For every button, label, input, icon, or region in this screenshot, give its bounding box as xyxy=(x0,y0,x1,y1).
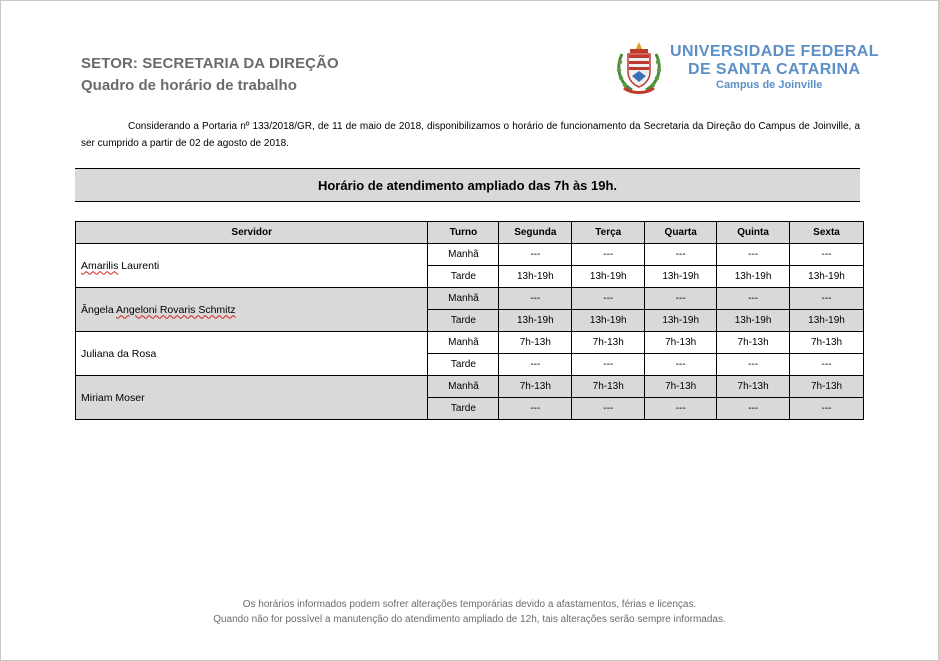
schedule-cell: 13h-19h xyxy=(717,310,790,332)
schedule-table xyxy=(75,221,864,420)
schedule-cell: 7h-13h xyxy=(645,376,717,398)
schedule-cell: --- xyxy=(790,288,864,310)
schedule-cell: --- xyxy=(717,398,790,420)
shift-cell: Manhã xyxy=(428,376,499,398)
shift-cell: Tarde xyxy=(428,266,499,288)
header-segunda: Segunda xyxy=(499,222,572,244)
ufsc-crest-icon xyxy=(614,40,664,96)
schedule-cell: --- xyxy=(645,288,717,310)
page-subtitle: Quadro de horário de trabalho xyxy=(81,77,297,94)
header-sexta: Sexta xyxy=(790,222,864,244)
staff-name-cell xyxy=(76,332,428,376)
footer-note-line1: Os horários informados podem sofrer alterações temporárias devido a afastamentos, férias e licenças. xyxy=(242,599,697,610)
schedule-cell: --- xyxy=(645,244,717,266)
table-row xyxy=(76,244,864,266)
university-name-line1: UNIVERSIDADE FEDERAL xyxy=(670,43,879,60)
staff-name-cell xyxy=(76,376,428,420)
schedule-cell: 7h-13h xyxy=(499,376,572,398)
schedule-cell: --- xyxy=(572,288,645,310)
schedule-cell: 7h-13h xyxy=(790,376,864,398)
schedule-cell: 7h-13h xyxy=(499,332,572,354)
schedule-cell: 7h-13h xyxy=(572,376,645,398)
schedule-cell: --- xyxy=(717,244,790,266)
staff-name-first: Amarilis xyxy=(81,259,119,272)
shift-cell: Tarde xyxy=(428,310,499,332)
schedule-cell: 13h-19h xyxy=(499,266,572,288)
table-header-row xyxy=(76,222,864,244)
campus-name: Campus de Joinville xyxy=(716,79,823,91)
staff-name-rest: Angeloni Rovaris Schmitz xyxy=(116,303,236,316)
schedule-cell: 13h-19h xyxy=(499,310,572,332)
schedule-cell: --- xyxy=(572,354,645,376)
table-row xyxy=(76,376,864,398)
university-name-line2: DE SANTA CATARINA xyxy=(688,61,861,78)
schedule-cell: --- xyxy=(499,288,572,310)
shift-cell: Manhã xyxy=(428,244,499,266)
header-quarta: Quarta xyxy=(645,222,717,244)
shift-cell: Tarde xyxy=(428,354,499,376)
staff-name-rest: Laurenti xyxy=(121,259,160,272)
header-quinta: Quinta xyxy=(717,222,790,244)
staff-name-first: Juliana da Rosa xyxy=(81,347,157,360)
schedule-cell: --- xyxy=(645,354,717,376)
banner-text: Horário de atendimento ampliado das 7h às 19h. xyxy=(317,177,618,193)
schedule-cell: --- xyxy=(645,398,717,420)
staff-name-cell xyxy=(76,288,428,332)
schedule-cell: 13h-19h xyxy=(717,266,790,288)
schedule-cell: --- xyxy=(572,244,645,266)
intro-paragraph: Considerando a Portaria nº 133/2018/GR, de 11 de maio de 2018, disponibilizamos o horário de funcionamento da Secretaria da Direção do Campus de Joinville, a ser cumprido a partir de 02 de agosto de 2018. xyxy=(81,121,860,149)
staff-name-first: Ângela xyxy=(81,303,114,316)
footer-note-line2: Quando não for possível a manutenção do atendimento ampliado de 12h, tais alterações serão sempre informadas. xyxy=(213,614,726,625)
shift-cell: Manhã xyxy=(428,332,499,354)
staff-name-cell xyxy=(76,244,428,288)
schedule-cell: 13h-19h xyxy=(572,266,645,288)
schedule-cell: --- xyxy=(717,288,790,310)
schedule-cell: 7h-13h xyxy=(645,332,717,354)
schedule-cell: --- xyxy=(572,398,645,420)
table-row xyxy=(76,332,864,354)
schedule-cell: --- xyxy=(790,398,864,420)
schedule-cell: --- xyxy=(790,354,864,376)
header-terca: Terça xyxy=(572,222,645,244)
schedule-cell: 7h-13h xyxy=(790,332,864,354)
table-row xyxy=(76,288,864,310)
hours-banner xyxy=(75,168,860,202)
university-logo xyxy=(614,40,889,96)
schedule-cell: 7h-13h xyxy=(717,376,790,398)
staff-name-first: Miriam Moser xyxy=(81,391,145,404)
shift-cell: Manhã xyxy=(428,288,499,310)
shift-cell: Tarde xyxy=(428,398,499,420)
schedule-cell: --- xyxy=(717,354,790,376)
schedule-cell: --- xyxy=(790,244,864,266)
schedule-cell: 13h-19h xyxy=(790,266,864,288)
schedule-cell: 13h-19h xyxy=(645,266,717,288)
schedule-cell: 7h-13h xyxy=(572,332,645,354)
schedule-cell: --- xyxy=(499,354,572,376)
header-servidor: Servidor xyxy=(76,222,428,244)
schedule-cell: --- xyxy=(499,244,572,266)
schedule-cell: 13h-19h xyxy=(790,310,864,332)
sector-title: SETOR: SECRETARIA DA DIREÇÃO xyxy=(81,55,339,72)
schedule-cell: --- xyxy=(499,398,572,420)
schedule-cell: 13h-19h xyxy=(645,310,717,332)
header-turno: Turno xyxy=(428,222,499,244)
schedule-cell: 7h-13h xyxy=(717,332,790,354)
schedule-cell: 13h-19h xyxy=(572,310,645,332)
